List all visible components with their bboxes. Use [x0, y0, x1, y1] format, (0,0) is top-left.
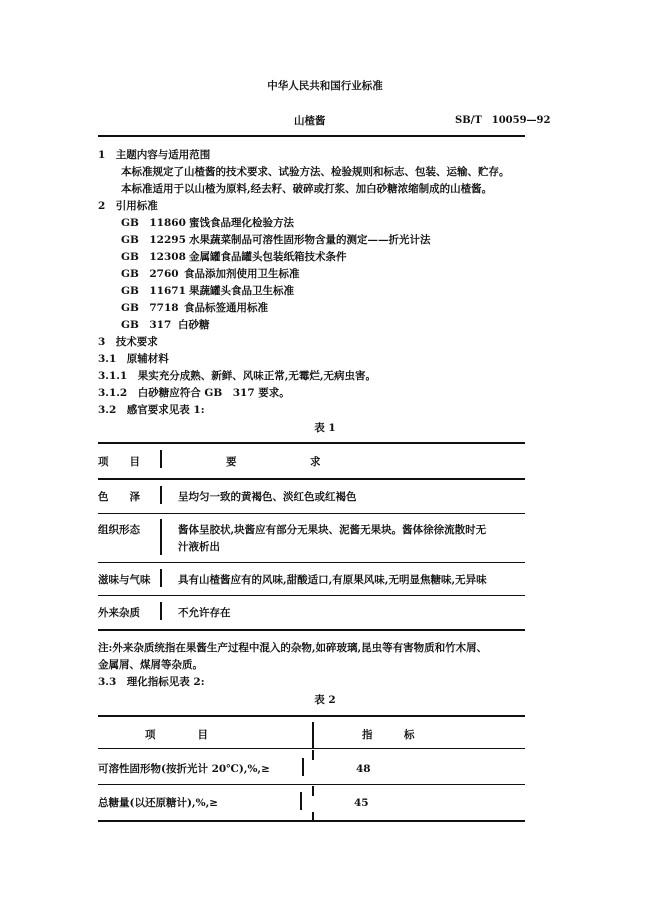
document-org-title: 中华人民共和国行业标准 — [267, 80, 383, 92]
table-rule — [98, 629, 525, 631]
column-divider — [302, 758, 304, 776]
reference-code: GB 12308 — [121, 251, 186, 263]
section-1-heading: 1 主题内容与适用范围 — [98, 149, 211, 161]
table-1-header-item: 项 目 — [98, 456, 140, 468]
column-divider — [160, 450, 162, 468]
table-rule — [98, 478, 525, 480]
reference-code: GB 7718 — [121, 302, 179, 314]
reference-name: 果蔬罐头食品卫生标准 — [189, 285, 294, 297]
reference-code: GB 2760 — [121, 268, 179, 280]
column-divider — [300, 792, 302, 810]
table-2-row-value: 45 — [354, 797, 369, 809]
table-1-row-requirement: 汁液析出 — [178, 541, 220, 553]
reference-name: 食品标签通用标准 — [184, 302, 268, 314]
header-rule — [98, 135, 525, 137]
table-rule — [98, 562, 525, 563]
standard-number: SB/T 10059—92 — [455, 115, 551, 126]
section-3-heading: 3 技术要求 — [98, 336, 158, 348]
reference-code: GB 11860 — [121, 217, 186, 229]
table-1-row-requirement: 呈均匀一致的黄褐色、淡红色或红褐色 — [178, 491, 357, 503]
reference-name: 蜜饯食品理化检验方法 — [189, 217, 294, 229]
column-divider — [160, 569, 162, 587]
reference-code: GB 12295 — [121, 234, 186, 246]
table-1-row-item: 滋味与气味 — [98, 574, 151, 586]
table-2-row-value: 48 — [356, 763, 371, 775]
table-1-row-item: 外来杂质 — [98, 607, 140, 619]
table-rule — [98, 748, 525, 749]
subsection-heading: 3.2 感官要求见表 1: — [98, 404, 205, 416]
column-divider — [312, 750, 314, 760]
table-1-row-item: 色 泽 — [98, 491, 140, 503]
table-2-header-value: 指 标 — [362, 729, 415, 741]
reference-name: 金属罐食品罐头包装纸箱技术条件 — [189, 251, 347, 263]
table-rule — [98, 784, 525, 785]
table-2-caption: 表 2 — [314, 694, 336, 706]
table-1-note: 金属屑、煤屑等杂质。 — [98, 659, 203, 671]
table-2-row-item: 可溶性固形物(按折光计 20℃),%,≥ — [98, 763, 270, 775]
clause-item: 3.1.2 白砂糖应符合 GB 317 要求。 — [98, 387, 290, 399]
table-1-row-item: 组织形态 — [98, 524, 140, 536]
subsection-heading: 3.3 理化指标见表 2: — [98, 676, 205, 688]
reference-name: 白砂糖 — [178, 319, 210, 331]
table-rule — [98, 715, 525, 717]
table-rule — [98, 513, 525, 514]
table-1-row-requirement: 具有山楂酱应有的风味,甜酸适口,有原果风味,无明显焦糖味,无异味 — [178, 574, 487, 586]
column-divider — [312, 812, 314, 820]
reference-name: 食品添加剂使用卫生标准 — [184, 268, 300, 280]
table-2-header-item: 项 目 — [145, 729, 208, 741]
table-1-note: 注:外来杂质统指在果酱生产过程中混入的杂物,如碎玻璃,昆虫等有害物质和竹木屑、 — [98, 642, 488, 654]
section-2-heading: 2 引用标准 — [98, 200, 158, 212]
table-1-caption: 表 1 — [314, 422, 336, 434]
reference-code: GB 11671 — [121, 285, 186, 297]
table-1-row-requirement: 酱体呈胶状,块酱应有部分无果块、泥酱无果块。酱体徐徐流散时无 — [178, 524, 487, 536]
reference-code: GB 317 — [121, 319, 172, 331]
table-2-row-item: 总糖量(以还原糖计),%,≥ — [98, 797, 219, 809]
subsection-heading: 3.1 原辅材料 — [98, 353, 169, 365]
column-divider — [160, 602, 162, 620]
document-title: 山楂酱 — [294, 115, 326, 127]
table-rule — [98, 595, 525, 596]
table-rule — [98, 442, 525, 444]
table-rule — [98, 820, 525, 822]
section-1-paragraph: 本标准适用于以山楂为原料,经去籽、破碎或打浆、加白砂糖浓缩制成的山楂酱。 — [121, 183, 493, 195]
column-divider — [312, 786, 314, 796]
reference-name: 水果蔬菜制品可溶性固形物含量的测定——折光计法 — [189, 234, 431, 246]
table-1-row-requirement: 不允许存在 — [178, 607, 231, 619]
column-divider — [160, 486, 162, 504]
table-1-header-requirement: 要 求 — [226, 456, 321, 468]
column-divider — [160, 519, 162, 555]
column-divider — [312, 722, 314, 748]
section-1-paragraph: 本标准规定了山楂酱的技术要求、试验方法、检验规则和标志、包装、运输、贮存。 — [121, 166, 510, 178]
clause-item: 3.1.1 果实充分成熟、新鲜、风味正常,无霉烂,无病虫害。 — [98, 370, 377, 382]
